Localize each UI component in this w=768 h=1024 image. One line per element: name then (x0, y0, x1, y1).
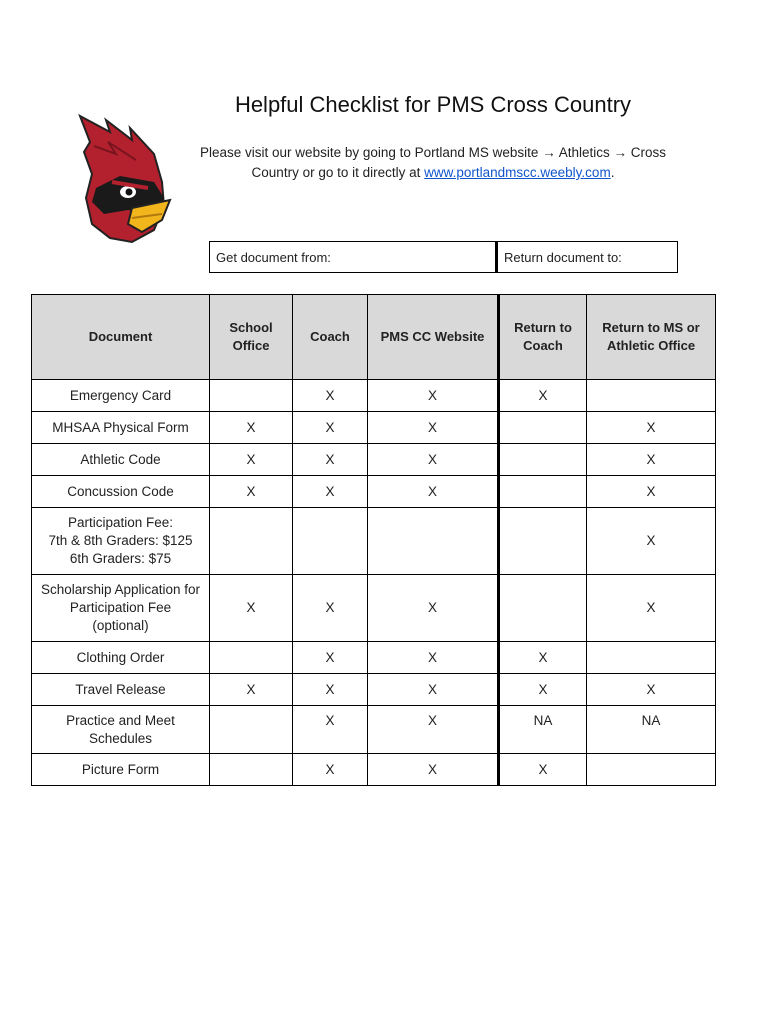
document-line: Practice and Meet (66, 712, 175, 728)
return-office-cell: NA (587, 706, 716, 754)
header-document: Document (32, 295, 210, 380)
return-coach-cell (499, 476, 587, 508)
document-cell (32, 706, 210, 754)
return-office-cell (587, 754, 716, 786)
coach-cell: X (293, 642, 368, 674)
return-office-cell (587, 642, 716, 674)
legend-box (209, 241, 678, 273)
website-cell: X (368, 444, 499, 476)
intro-text (185, 143, 681, 183)
legend-return-to: Return document to: (504, 249, 622, 265)
table-row (32, 476, 716, 508)
coach-cell (293, 508, 368, 575)
document-line: Schedules (88, 730, 153, 746)
table-row (32, 444, 716, 476)
school-office-cell (210, 706, 293, 754)
coach-cell: X (293, 444, 368, 476)
website-cell: X (368, 380, 499, 412)
coach-cell: X (293, 754, 368, 786)
header-school-office: School Office (210, 295, 293, 380)
return-coach-cell: X (499, 380, 587, 412)
document-cell: MHSAA Physical Form (32, 412, 210, 444)
website-cell: X (368, 706, 499, 754)
school-office-cell: X (210, 444, 293, 476)
table-row (32, 412, 716, 444)
return-office-cell: X (587, 508, 716, 575)
coach-cell: X (293, 575, 368, 642)
school-office-cell: X (210, 476, 293, 508)
document-cell: Athletic Code (32, 444, 210, 476)
website-cell: X (368, 476, 499, 508)
table-row (32, 642, 716, 674)
table-row (32, 754, 716, 786)
header-website: PMS CC Website (368, 295, 499, 380)
return-coach-cell (499, 412, 587, 444)
return-office-cell: X (587, 412, 716, 444)
checklist-table (31, 294, 716, 786)
document-cell: Emergency Card (32, 380, 210, 412)
website-cell: X (368, 412, 499, 444)
return-office-cell: X (587, 476, 716, 508)
return-office-cell: X (587, 575, 716, 642)
return-coach-cell (499, 444, 587, 476)
legend-get-from: Get document from: (210, 242, 498, 272)
document-line: Participation Fee (69, 600, 172, 615)
school-office-cell: X (210, 575, 293, 642)
intro-line-1: Please visit our website by going to Portland MS website → Athletics → Cross (200, 145, 666, 160)
header-return-coach: Return to Coach (499, 295, 587, 380)
cardinal-mascot-icon (58, 102, 180, 252)
document-cell (32, 508, 210, 575)
table-row (32, 674, 716, 706)
document-cell: Concussion Code (32, 476, 210, 508)
return-office-cell: X (587, 674, 716, 706)
document-line: 6th Graders: $75 (69, 551, 172, 566)
return-coach-cell: X (499, 754, 587, 786)
return-coach-cell (499, 508, 587, 575)
return-office-cell: X (587, 444, 716, 476)
website-cell: X (368, 575, 499, 642)
table-header-row (32, 295, 716, 380)
coach-cell: X (293, 412, 368, 444)
return-coach-cell (499, 575, 587, 642)
intro-line-2-suffix: . (610, 165, 615, 180)
website-cell: X (368, 642, 499, 674)
coach-cell: X (293, 674, 368, 706)
intro-line-2-prefix: Country or go to it directly at (251, 165, 425, 180)
document-cell: Clothing Order (32, 642, 210, 674)
school-office-cell (210, 508, 293, 575)
website-cell: X (368, 754, 499, 786)
school-office-cell: X (210, 674, 293, 706)
return-coach-cell: NA (499, 706, 587, 754)
document-cell (32, 575, 210, 642)
website-cell: X (368, 674, 499, 706)
table-row (32, 508, 716, 575)
return-office-cell (587, 380, 716, 412)
document-line: Participation Fee: (67, 515, 174, 530)
table-row (32, 380, 716, 412)
document-cell: Picture Form (32, 754, 210, 786)
coach-cell: X (293, 380, 368, 412)
table-row (32, 706, 716, 754)
return-coach-cell: X (499, 642, 587, 674)
school-office-cell (210, 380, 293, 412)
return-coach-cell: X (499, 674, 587, 706)
school-office-cell: X (210, 412, 293, 444)
school-office-cell (210, 642, 293, 674)
coach-cell: X (293, 476, 368, 508)
intro-line-2 (185, 163, 681, 183)
website-link[interactable]: www.portlandmscc.weebly.com (424, 165, 611, 180)
header-return-office: Return to MS or Athletic Office (587, 295, 716, 380)
page-title: Helpful Checklist for PMS Cross Country (234, 92, 632, 117)
coach-cell: X (293, 706, 368, 754)
document-line: (optional) (92, 618, 149, 633)
document-cell: Travel Release (32, 674, 210, 706)
document-line: Scholarship Application for (40, 582, 201, 597)
document-line: 7th & 8th Graders: $125 (48, 533, 193, 548)
website-cell (368, 508, 499, 575)
header-coach: Coach (293, 295, 368, 380)
table-row (32, 575, 716, 642)
school-office-cell (210, 754, 293, 786)
